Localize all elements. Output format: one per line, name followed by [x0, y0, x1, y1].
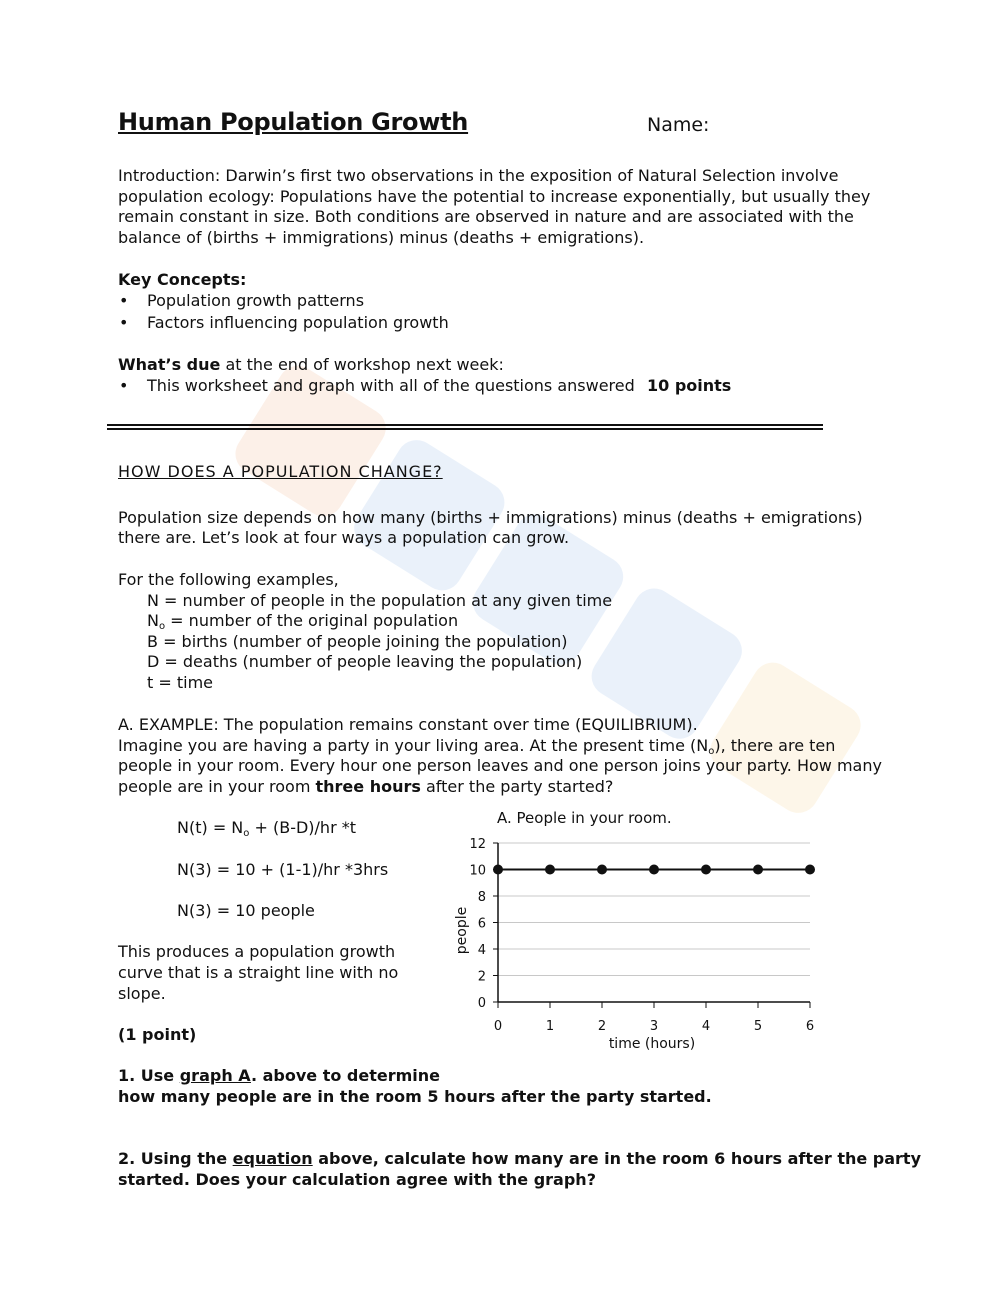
key-concepts-heading: Key Concepts:: [118, 270, 247, 289]
x-tick-label: 6: [805, 1019, 815, 1034]
section-heading: HOW DOES A POPULATION CHANGE?: [118, 462, 443, 481]
y-tick-label: 12: [469, 837, 486, 852]
question-text: . above to determine: [250, 1066, 440, 1085]
due-points: 10 points: [647, 376, 732, 395]
subscript: o: [243, 828, 250, 839]
data-point: [493, 865, 503, 875]
divider: [107, 428, 823, 430]
explanation-line: curve that is a straight line with no: [118, 963, 399, 982]
y-tick-label: 0: [477, 996, 486, 1011]
example-text: ), there are ten: [714, 736, 836, 755]
paragraph-line: there are. Let’s look at four ways a population can grow.: [118, 528, 570, 547]
question-text: 2. Using the: [118, 1149, 233, 1168]
definition-n0-symbol: N: [147, 611, 159, 630]
points-label: (1 point): [118, 1025, 197, 1044]
y-tick-label: 6: [477, 916, 486, 932]
x-tick-label: 3: [649, 1019, 659, 1034]
y-tick-label: 4: [477, 943, 486, 958]
key-concept-item: [119, 313, 449, 333]
data-point: [597, 865, 607, 875]
x-tick-label: 0: [493, 1019, 503, 1034]
definitions-intro: For the following examples,: [118, 570, 339, 589]
question-text: 1. Use: [118, 1066, 180, 1085]
due-bold: What’s due: [118, 355, 221, 374]
data-point: [753, 865, 763, 875]
equation-3: N(3) = 10 people: [177, 901, 315, 920]
due-rest: at the end of workshop next week:: [220, 355, 504, 374]
key-concept-item: [119, 291, 365, 311]
key-concept-text: Factors influencing population growth: [147, 313, 449, 332]
definition-b: B = births (number of people joining the population): [147, 632, 568, 651]
data-point: [545, 865, 555, 875]
divider: [107, 424, 823, 426]
intro-line: remain constant in size. Both conditions are observed in nature and are associated with the: [118, 207, 854, 226]
y-tick-label: 8: [477, 890, 486, 905]
intro-line: Introduction: Darwin’s first two observations in the exposition of Natural Selection involve: [118, 166, 839, 185]
equation-reference: equation: [232, 1149, 313, 1168]
question-2-line-2: started. Does your calculation agree with the graph?: [118, 1170, 596, 1189]
x-tick-label: 4: [701, 1019, 711, 1034]
equation-text: + (B-D)/hr *t: [249, 818, 357, 837]
subscript: o: [158, 621, 166, 632]
question-text: above, calculate how many are in the room 6 hours after the party: [312, 1149, 921, 1168]
explanation-line: This produces a population growth: [118, 942, 396, 961]
chart-title: A. People in your room.: [497, 809, 672, 827]
definition-t: t = time: [147, 673, 213, 692]
definition-d: D = deaths (number of people leaving the population): [147, 652, 583, 671]
question-1: [118, 1066, 440, 1086]
example-bold: three hours: [315, 777, 421, 796]
example-a-line: A. EXAMPLE: The population remains constant over time (EQUILIBRIUM).: [118, 715, 698, 734]
equation-2: N(3) = 10 + (1-1)/hr *3hrs: [177, 860, 389, 879]
intro-line: population ecology: Populations have the potential to increase exponentially, but usually they: [118, 187, 871, 206]
example-a-line: [118, 777, 613, 797]
intro-line: balance of (births + immigrations) minus (deaths + emigrations).: [118, 228, 645, 247]
y-axis-label: people: [454, 906, 470, 955]
subscript: o: [708, 746, 715, 757]
bullet-icon: •: [119, 376, 129, 395]
explanation-line: slope.: [118, 984, 166, 1003]
equation-1: [177, 818, 356, 844]
example-text: after the party started?: [420, 777, 614, 796]
key-concept-text: Population growth patterns: [147, 291, 365, 310]
population-chart: [440, 800, 840, 1060]
data-point: [805, 865, 815, 875]
question-2: [118, 1149, 921, 1169]
example-a-line: people in your room. Every hour one person leaves and one person joins your party. How many: [118, 756, 882, 775]
page-title: Human Population Growth: [118, 108, 469, 136]
data-point: [701, 865, 711, 875]
due-line: [118, 355, 504, 375]
data-point: [649, 865, 659, 875]
definition-n: N = number of people in the population at any given time: [147, 591, 613, 610]
x-tick-label: 5: [753, 1019, 763, 1034]
due-item-text: This worksheet and graph with all of the questions answered: [147, 376, 635, 395]
graph-a-reference: graph A: [179, 1066, 251, 1085]
question-1-line-2: how many people are in the room 5 hours after the party started.: [118, 1087, 712, 1106]
y-tick-label: 10: [469, 863, 486, 879]
x-axis-label: time (hours): [608, 1036, 696, 1052]
due-item: [119, 376, 635, 396]
equation-text: N(t) = N: [177, 818, 244, 837]
bullet-icon: •: [119, 313, 129, 332]
x-tick-label: 2: [597, 1019, 607, 1034]
example-text: Imagine you are having a party in your living area. At the present time (N: [118, 736, 709, 755]
y-tick-label: 2: [477, 969, 486, 985]
paragraph-line: Population size depends on how many (births + immigrations) minus (deaths + emigrations): [118, 508, 863, 527]
bullet-icon: •: [119, 291, 129, 310]
example-text: people are in your room: [118, 777, 316, 796]
x-tick-label: 1: [545, 1019, 555, 1034]
definition-n0-text: = number of the original population: [165, 611, 459, 630]
name-label: Name:: [647, 114, 710, 136]
